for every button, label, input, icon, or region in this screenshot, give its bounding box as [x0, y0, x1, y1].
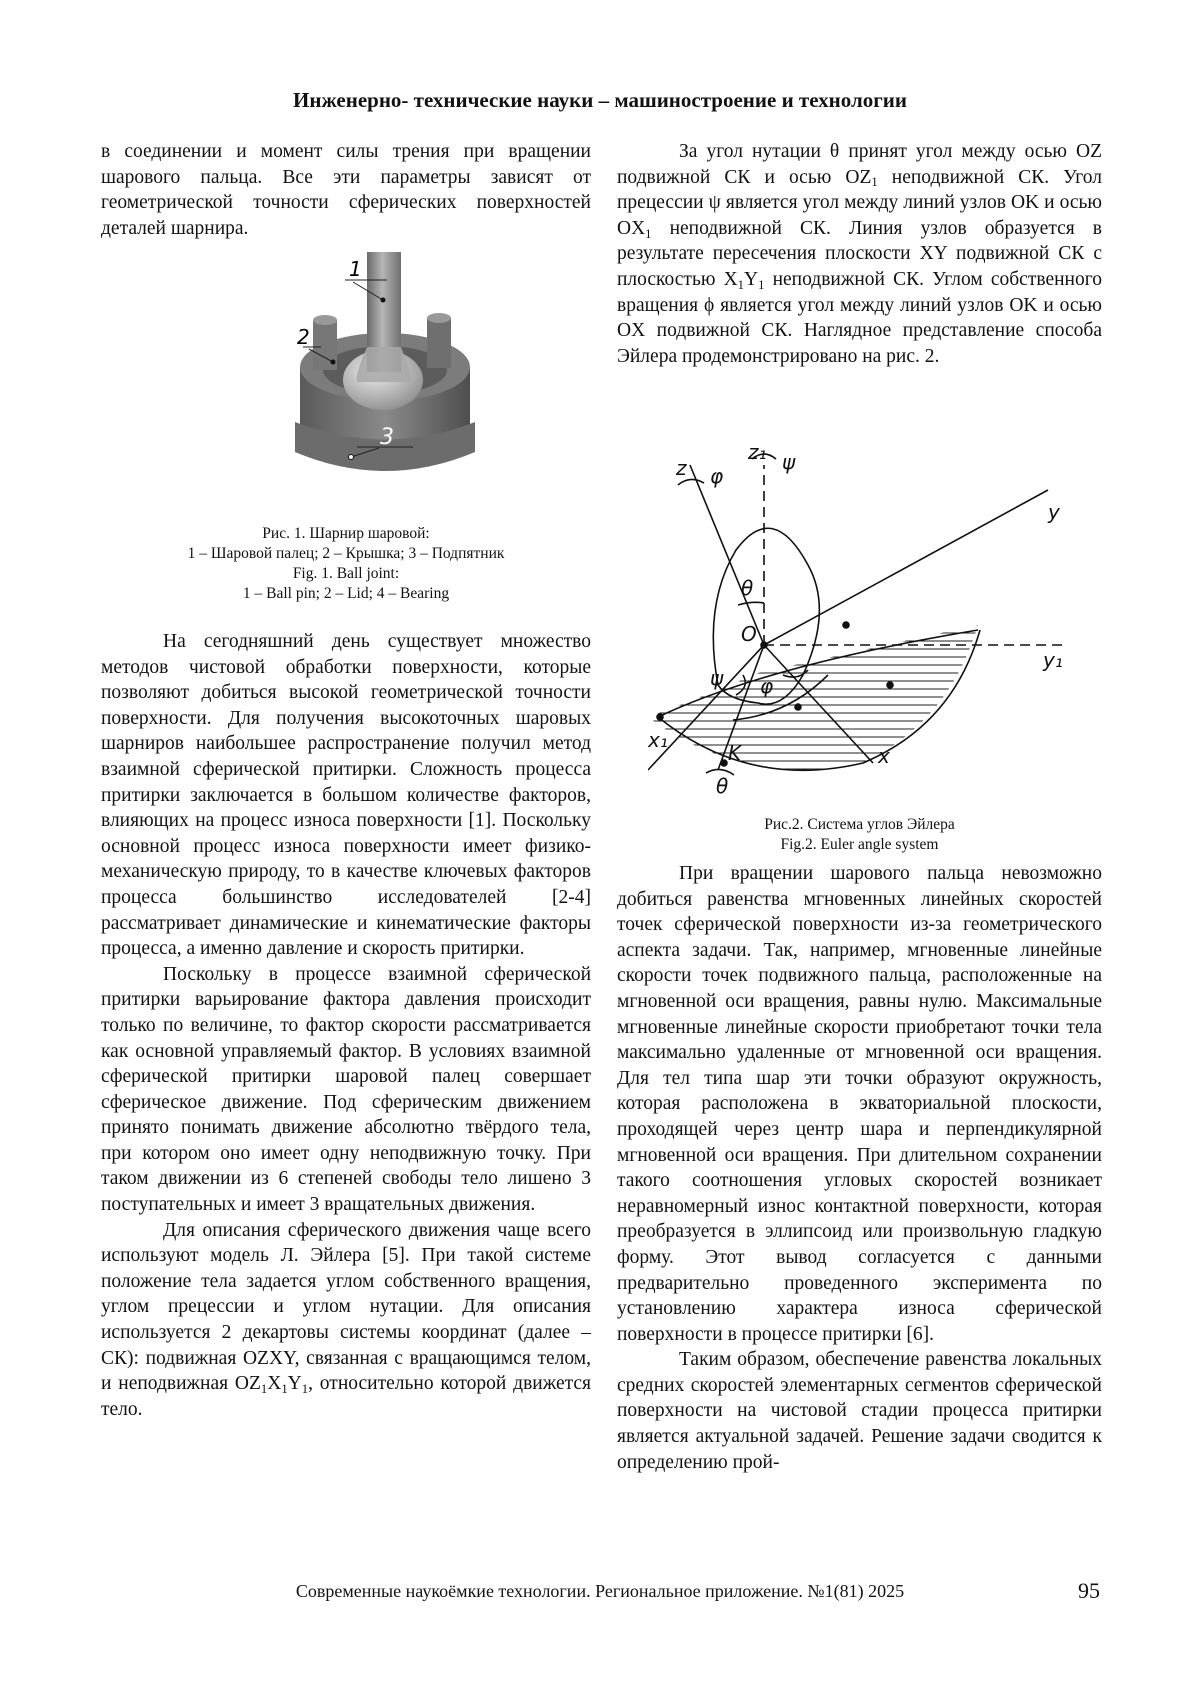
- paragraph: На сегодняшний день существует множество методов чистовой обработки поверхности, которые позволяют добиться высокой геометрической точности поверхности. Для получения высокоточных шаровых шарниров наибольшее распространение получил метод взаимной сферической притирки. Сложность процесса притирки заключается в большом количестве факторов, влияющих на процесс износа поверхности [1]. Поскольку основной процесс износа поверхности имеет физико-механическую природу, то в качестве ключевых факторов процесса большинство исследователей [2-4] рассматривает динамические и кинематические факторы процесса, а именно давление и скорость притирки.: [101, 631, 591, 960]
- caption-en: Fig.2. Euler angle system: [780, 836, 939, 853]
- paragraph: При вращении шарового пальца невозможно добиться равенства мгновенных линейных скоростей точек сферической поверхности из-за геометрического аспекта задачи. Так, например, мгновенные линейные скорости точек подвижного пальца, расположенные на мгновенной оси вращения, равны нулю. Максимальные мгновенные линейные скорости приобретают точки тела максимально удаленные от мгновенной оси вращения. Для тел типа шар эти точки образуют окружность, которая расположена в экваториальной плоскости, проходящей через центр шара и перпендикулярной мгновенной оси вращения. При длительном сохранении такого соотношения угловых скоростей возникает неравномерный износ контактной поверхности, которая преобразуется в эллипсоид или произвольную гладкую форму. Этот вывод согласуется с данными предварительно проведенного эксперимента по установлению характера износа сферической поверхности в процессе притирки [6].: [617, 863, 1102, 1345]
- label-psi-top: ψ: [782, 450, 796, 474]
- label-x1: x₁: [648, 728, 668, 752]
- label-o: O: [741, 622, 757, 646]
- label-theta-low: θ: [716, 774, 729, 798]
- journal-name: Современные наукоёмкие технологии. Региональное приложение. №1(81) 2025: [295, 1581, 905, 1601]
- label-k: K: [728, 741, 742, 765]
- page-number: 95: [1078, 1578, 1100, 1603]
- figure-2-caption: [617, 815, 1102, 855]
- running-header: Инженерно- технические науки – машиностроение и технологии: [293, 88, 907, 112]
- label-phi-low: φ: [760, 674, 774, 698]
- caption-ru: Рис.2. Система углов Эйлера: [764, 816, 955, 833]
- caption-en-title: Fig. 1. Ball joint:: [292, 565, 400, 582]
- paragraph: в соединении и момент силы трения при вращении шарового пальца. Все эти параметры зависят от геометрической точности сферических поверхностей деталей шарнира.: [101, 141, 591, 239]
- label-1: 1: [349, 257, 362, 281]
- label-y: y: [1048, 500, 1060, 524]
- paragraph: Поскольку в процессе взаимной сферической притирки варьирование фактора давления происходит только по величине, то фактор скорости рассматривается как основной управляемый фактор. В условиях взаимной сферической притирки шаровой палец совершает сферическое движение. Под сферическим движением принято понимать движение абсолютно твёрдого тела, при котором оно имеет одну неподвижную точку. При таком движении из 6 степеней свободы тело лишено 3 поступательных и имеет 3 вращательных движения.: [101, 963, 591, 1216]
- euler-angles-figure: [648, 445, 1078, 801]
- right-column-top: [617, 139, 1102, 369]
- label-2: 2: [297, 325, 310, 349]
- right-column-main: [617, 861, 1102, 1475]
- label-x: x: [878, 744, 890, 768]
- paragraph: Таким образом, обеспечение равенства локальных средних скоростей элементарных сегментов сферической поверхности на чистовой стадии процесса притирки является актуальной задачей. Решение задачи сводится к определению прой-: [617, 1349, 1102, 1473]
- label-z: z: [676, 456, 687, 480]
- paragraph: За угол нутации θ принят угол между осью OZ подвижной СК и осью $OZ_1$ неподвижной СК. Угол прецессии ψ является угол между линий узлов OK и осью $OX_1$ неподвижной СК. Линия узлов образуется в результате пересечения плоскости XY подвижной СК с плоскостью $X_1Y_1$ неподвижной СК. Углом собственного вращения ϕ является угол между линий узлов OK и осью OX подвижной СК. Наглядное представление способа Эйлера продемонстрировано на рис. 2.: [617, 141, 1103, 367]
- paragraph: Для описания сферического движения чаще всего используют модель Л. Эйлера [5]. При такой системе положение тела задается углом собственного вращения, углом прецессии и углом нутации. Для описания используется 2 декартовы системы координат (далее – СК): подвижная OZXY, связанная с вращающимся телом, и неподвижная $OZ_1X_1Y_1$, относительно которой движется тело.: [101, 1219, 591, 1420]
- left-column-top: [101, 139, 591, 241]
- caption-ru-items: 1 – Шаровой палец; 2 – Крышка; 3 – Подпятник: [187, 545, 505, 562]
- ball-joint-illustration: [295, 252, 475, 504]
- label-phi-top: φ: [710, 464, 724, 488]
- caption-ru-title: Рис. 1. Шарнир шаровой:: [262, 525, 430, 542]
- caption-en-items: 1 – Ball pin; 2 – Lid; 4 – Bearing: [242, 585, 450, 602]
- label-y1: y₁: [1043, 648, 1063, 672]
- euler-angles-diagram: [648, 445, 1078, 801]
- label-psi-low: ψ: [710, 666, 724, 690]
- label-3: 3: [380, 425, 394, 450]
- figure-1-caption: [101, 524, 591, 604]
- left-column-main: [101, 629, 591, 1422]
- label-z1: z₁: [748, 445, 767, 464]
- label-theta-mid: θ: [741, 576, 754, 600]
- ball-joint-figure: [295, 252, 475, 504]
